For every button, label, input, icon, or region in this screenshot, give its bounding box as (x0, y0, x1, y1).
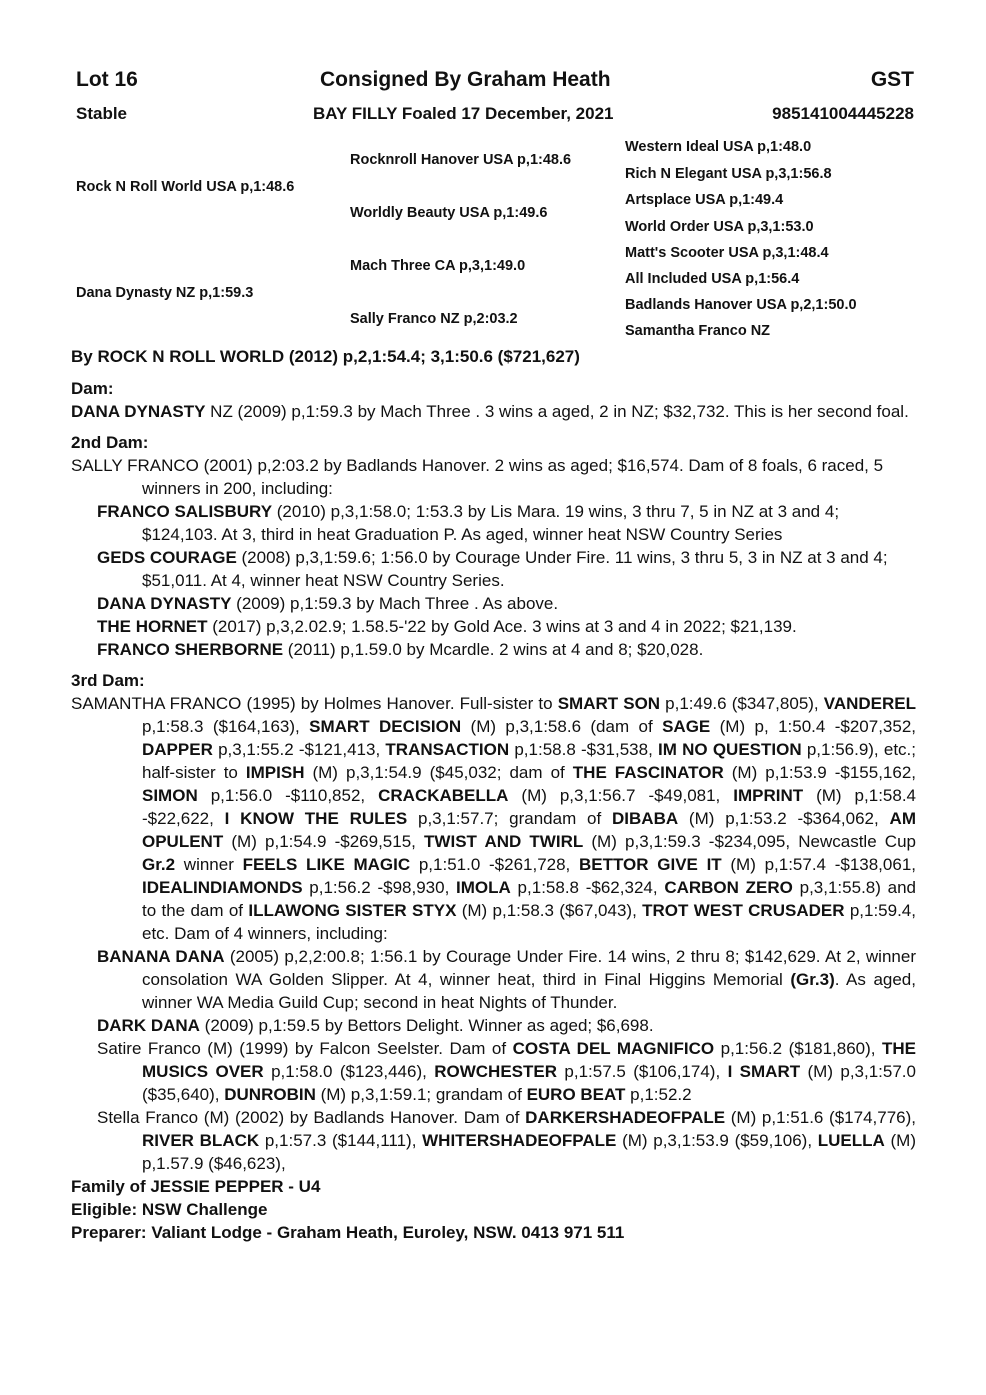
dam-heading: Dam: (71, 379, 114, 398)
pedigree-g6: All Included USA p,1:56.4 (625, 271, 800, 287)
consignor: Consigned By Graham Heath (320, 68, 611, 91)
sub-header (76, 104, 914, 128)
progeny-item (71, 615, 916, 638)
state-code: GST (870, 68, 914, 91)
preparer-line: Preparer: Valiant Lodge - Graham Heath, Euroley, NSW. 0413 971 511 (71, 1223, 625, 1242)
progeny-text: (2008) p,3,1:59.6; 1:56.0 by Courage Under Fire. 11 wins, 3 thru 5, 3 in NZ at 3 and 4; $51,011. At 4, winner heat NSW Country Series. (142, 548, 888, 590)
progeny-text: (2009) p,1:59.3 by Mach Three . As above. (231, 594, 559, 613)
eligible-line: Eligible: NSW Challenge (71, 1200, 268, 1219)
lot-number: Lot 16 (76, 68, 138, 91)
pedigree-sire-sire: Rocknroll Hanover USA p,1:48.6 (350, 152, 572, 168)
progeny-name: FRANCO SHERBORNE (97, 640, 284, 659)
pedigree-dam: Dana Dynasty NZ p,1:59.3 (76, 285, 254, 301)
pedigree-g4: World Order USA p,3,1:53.0 (625, 219, 814, 235)
pedigree-dam-dam: Sally Franco NZ p,2:03.2 (350, 311, 518, 327)
dam-text: NZ (2009) p,1:59.3 by Mach Three . 3 wins a aged, 2 in NZ; $32,732. This is her second foal. (205, 402, 909, 421)
pedigree-g5: Matt's Scooter USA p,3,1:48.4 (625, 245, 829, 261)
progeny-text: (2017) p,3,2.02.9; 1.58.5-'22 by Gold Ace. 3 wins at 3 and 4 in 2022; $21,139. (207, 617, 797, 636)
progeny-name: GEDS COURAGE (97, 548, 237, 567)
pedigree-sire: Rock N Roll World USA p,1:48.6 (76, 179, 295, 195)
pedigree-sire-dam: Worldly Beauty USA p,1:49.6 (350, 205, 548, 221)
catalogue-body (71, 377, 916, 1244)
pedigree-dam-sire: Mach Three CA p,3,1:49.0 (350, 258, 526, 274)
dam-name: DANA DYNASTY (71, 402, 206, 421)
pedigree-g7: Badlands Hanover USA p,2,1:50.0 (625, 297, 857, 313)
progeny-name: DANA DYNASTY (97, 594, 232, 613)
progeny-name: FRANCO SALISBURY (97, 502, 273, 521)
progeny-text: (2011) p,1.59.0 by Mcardle. 2 wins at 4 and 8; $20,028. (283, 640, 704, 659)
progeny-item: Stella Franco (M) (2002) by Badlands Hanover. Dam of DARKERSHADEOFPALE (M) p,1:51.6 ($174,776), RIVER BLACK p,1:57.3 ($144,111), WHITERSHADEOFPALE (M) p,3,1:53.9 ($59,106), LUELLA (M) p,1.57.9 ($46,623), (97, 1108, 916, 1173)
lot-header (76, 68, 914, 98)
pedigree-g3: Artsplace USA p,1:49.4 (625, 192, 784, 208)
stable-label: Stable (76, 104, 128, 123)
pedigree-g8: Samantha Franco NZ (625, 323, 771, 339)
second-dam-intro: SALLY FRANCO (2001) p,2:03.2 by Badlands Hanover. 2 wins as aged; $16,574. Dam of 8 foals, 6 raced, 5 winners in 200, including: (71, 456, 884, 498)
pedigree-g2: Rich N Elegant USA p,3,1:56.8 (625, 166, 832, 182)
sire-line: By ROCK N ROLL WORLD (2012) p,2,1:54.4; 3,1:50.6 ($721,627) (71, 347, 580, 366)
progeny-item (71, 546, 916, 592)
progeny-item: BANANA DANA (2005) p,2,2:00.8; 1:56.1 by Courage Under Fire. 14 wins, 2 thru 8; $142,629. At 2, winner consolation WA Golden Slipper. At 4, winner heat, third in Final Higgins Memorial (Gr.3). As aged, winner WA Media Guild Cup; second in heat Nights of Thunder. (97, 947, 916, 1012)
progeny-item (71, 592, 916, 615)
progeny-item: Satire Franco (M) (1999) by Falcon Seelster. Dam of COSTA DEL MAGNIFICO p,1:56.2 ($181,860), THE MUSICS OVER p,1:58.0 ($123,446), ROWCHESTER p,1:57.5 ($106,174), I SMART (M) p,3,1:57.0 ($35,640), DUNROBIN (M) p,3,1:59.1; grandam of EURO BEAT p,1:52.2 (97, 1039, 917, 1104)
microchip-number: 985141004445228 (772, 104, 914, 123)
progeny-name: DARK DANA (97, 1016, 200, 1035)
progeny-name: BANANA DANA (97, 947, 225, 966)
dam-paragraph (71, 400, 916, 423)
third-dam-paragraph: SAMANTHA FRANCO (1995) by Holmes Hanover. Full-sister to SMART SON p,1:49.6 ($347,805), VANDEREL p,1:58.3 ($164,163), SMART DECISION (M) p,3,1:58.6 (dam of SAGE (M) p, 1:50.4 -$207,352, DAPPER p,3,1:55.2 -$121,413, TRANSACTION p,1:58.8 -$31,538, IM NO QUESTION p,1:56.9), etc.; half-sister to IMPISH (M) p,3,1:54.9 ($45,032; dam of THE FASCINATOR (M) p,1:53.9 -$155,162, SIMON p,1:56.0 -$110,852, CRACKABELLA (M) p,3,1:56.7 -$49,081, IMPRINT (M) p,1:58.4 -$22,622, I KNOW THE RULES p,3,1:57.7; grandam of DIBABA (M) p,1:53.2 -$364,062, AM OPULENT (M) p,1:54.9 -$269,515, TWIST AND TWIRL (M) p,3,1:59.3 -$234,095, Newcastle Cup Gr.2 winner FEELS LIKE MAGIC p,1:51.0 -$261,728, BETTOR GIVE IT (M) p,1:57.4 -$138,061, IDEALINDIAMONDS p,1:56.2 -$98,930, IMOLA p,1:58.8 -$62,324, CARBON ZERO p,3,1:55.8) and to the dam of ILLAWONG SISTER STYX (M) p,1:58.3 ($67,043), TROT WEST CRUSADER p,1:59.4, etc. Dam of 4 winners, including: (71, 694, 917, 943)
second-dam-heading: 2nd Dam: (71, 433, 149, 452)
third-dam-heading: 3rd Dam: (71, 671, 145, 690)
progeny-text: (2010) p,3,1:58.0; 1:53.3 by Lis Mara. 19 wins, 3 thru 7, 5 in NZ at 3 and 4; $124,103. At 3, third in heat Graduation P. As aged, winner heat NSW Country Series (142, 502, 840, 544)
progeny-item (71, 638, 916, 661)
progeny-item (71, 500, 916, 546)
progeny-item: DARK DANA (2009) p,1:59.5 by Bettors Delight. Winner as aged; $6,698. (97, 1016, 654, 1035)
horse-description: BAY FILLY Foaled 17 December, 2021 (313, 104, 614, 123)
pedigree-g1: Western Ideal USA p,1:48.0 (625, 139, 812, 155)
progeny-name: THE HORNET (97, 617, 208, 636)
family-line: Family of JESSIE PEPPER - U4 (71, 1177, 321, 1196)
